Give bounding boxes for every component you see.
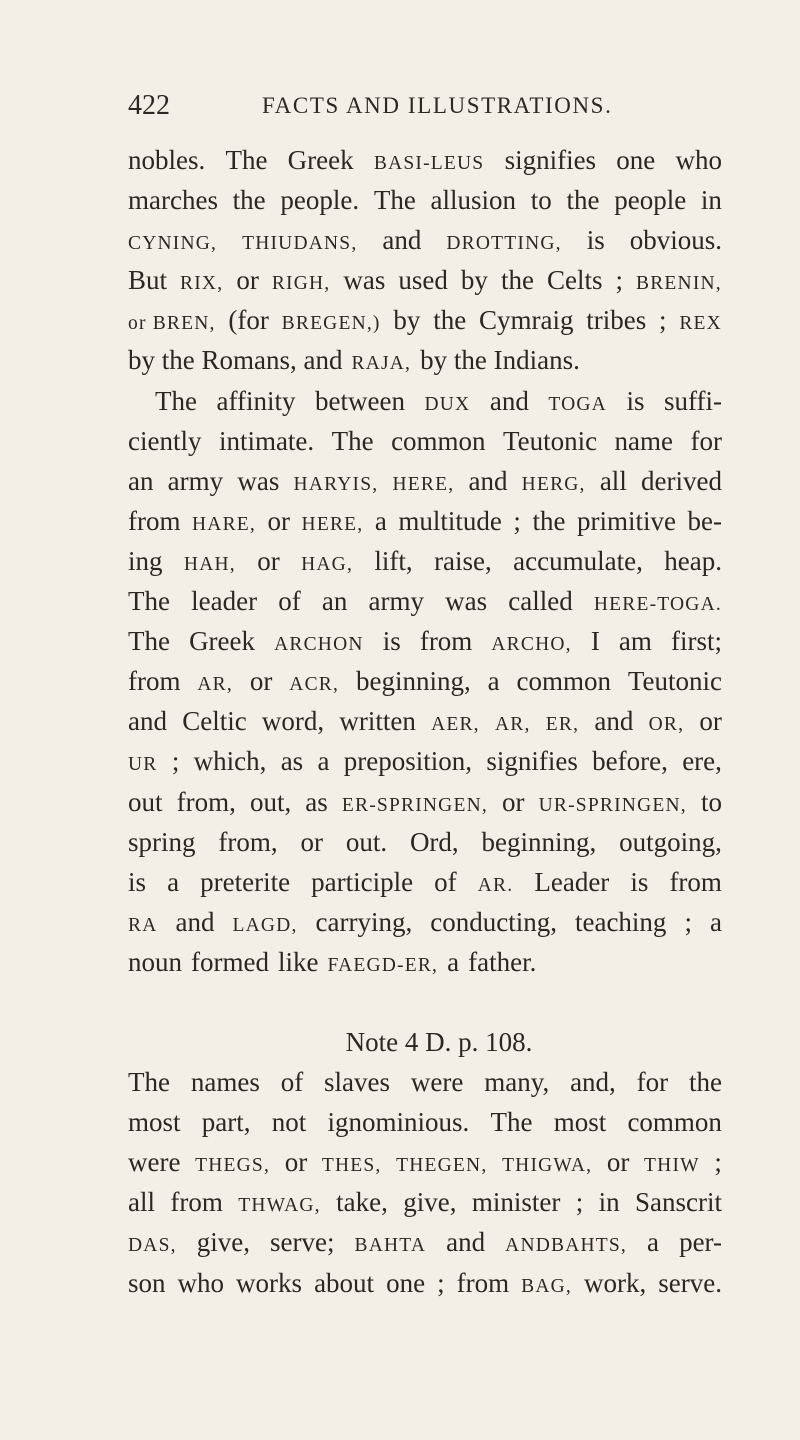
word: was (237, 465, 280, 496)
word: common (391, 425, 486, 456)
small-caps-term: RAJA, (351, 353, 412, 375)
word: name (614, 425, 674, 456)
word: from (128, 505, 181, 536)
word: son (128, 1267, 166, 1298)
word: called (508, 586, 573, 617)
small-caps-term: HERE-TOGA. (593, 594, 722, 616)
word: The (128, 586, 170, 617)
word: Ord, (409, 826, 459, 857)
word: tribes (586, 305, 647, 336)
word: noun (128, 946, 182, 977)
word: The (128, 626, 170, 657)
word: and (446, 1227, 486, 1258)
word: or (699, 706, 722, 737)
small-caps-term: DUX (424, 393, 471, 415)
word: is (630, 866, 649, 897)
word: army (167, 465, 224, 496)
word: suffi- (664, 385, 722, 416)
word: from (170, 1187, 223, 1218)
word: preposition, (343, 746, 473, 777)
word: marches (128, 185, 218, 216)
text-line (128, 942, 722, 982)
word: or (236, 265, 259, 296)
word: Celts (546, 265, 603, 296)
text-line (128, 501, 722, 541)
word: or (249, 666, 273, 697)
word: The (155, 385, 197, 416)
small-caps-term: THEGEN, (396, 1155, 488, 1177)
small-caps-term: BAG, (521, 1275, 572, 1297)
word: ; (575, 1187, 584, 1218)
word: in (598, 1187, 620, 1218)
word: ; (615, 265, 623, 296)
word: serve. (658, 1267, 722, 1298)
word: from (456, 1267, 510, 1298)
word: multitude (398, 505, 502, 536)
word: common (516, 666, 612, 697)
word: were (128, 1147, 181, 1178)
section-gap (128, 982, 722, 1022)
note-heading (128, 1022, 722, 1062)
word: or (257, 545, 280, 576)
small-caps-term: AER, (431, 714, 480, 736)
text-line (128, 1222, 722, 1262)
word: the (689, 1067, 722, 1098)
word: father. (468, 946, 537, 977)
text-line (128, 260, 722, 300)
word: raise, (434, 545, 492, 576)
word: part, (201, 1107, 251, 1138)
small-caps-term: UR-SPRINGEN, (538, 794, 687, 816)
small-caps-term: THIW (644, 1155, 700, 1177)
small-caps-term: ER, (545, 714, 580, 736)
word: most (128, 1107, 181, 1138)
word: out. (345, 826, 388, 857)
word: in (700, 185, 722, 216)
word: before, (592, 746, 668, 777)
word: am (618, 626, 652, 657)
word: was (343, 265, 386, 296)
text-line (128, 701, 722, 741)
word: But (128, 265, 168, 296)
small-caps-term: RA (128, 914, 158, 936)
word: for (636, 1067, 669, 1098)
word: is (586, 225, 605, 256)
word: and (175, 906, 215, 937)
word: between (315, 385, 405, 416)
word: a (317, 746, 330, 777)
word: about (314, 1267, 375, 1298)
word: Note 4 D. p. 108. (345, 1026, 533, 1057)
word: of (278, 586, 301, 617)
small-caps-term: FAEGD-ER, (327, 954, 439, 976)
word: ; (437, 1267, 445, 1298)
word: the (433, 305, 467, 336)
small-caps-term: THWAG, (238, 1195, 321, 1217)
word: ; (684, 906, 692, 937)
word: take, (336, 1187, 388, 1218)
word: from (669, 866, 722, 897)
word: a (447, 946, 460, 977)
word: army (368, 586, 424, 617)
text-line (128, 1062, 722, 1102)
text-line (128, 782, 722, 822)
word: is (128, 866, 147, 897)
word: The (225, 145, 268, 175)
running-head-title: FACTS AND ILLUSTRATIONS. (262, 93, 613, 118)
word: give, (196, 1227, 250, 1258)
small-caps-term: HARYIS, (293, 473, 379, 495)
word: the (500, 265, 534, 296)
small-caps-term: TOGA (548, 393, 607, 415)
word: and (128, 706, 167, 737)
word: outgoing, (619, 826, 722, 857)
word: word, (261, 706, 325, 737)
word: first; (670, 626, 722, 657)
word: participle (311, 866, 414, 897)
small-caps-term: RIX, (180, 273, 224, 295)
word: or (300, 826, 323, 857)
word: The (373, 185, 416, 216)
word: used (398, 265, 448, 296)
word: names (190, 1067, 260, 1098)
word: preterite (200, 866, 291, 897)
word: and (468, 465, 508, 496)
word: (for (228, 305, 269, 336)
word: signifies (504, 145, 597, 175)
word: to (700, 786, 722, 817)
small-caps-term: BASI-LEUS (373, 153, 485, 174)
word: lift, (374, 545, 413, 576)
word: as (280, 746, 304, 777)
word: by (393, 305, 421, 336)
word: Celtic (182, 706, 247, 737)
small-caps-term: DROTTING, (446, 233, 562, 255)
word: ciently (128, 425, 202, 456)
word: per- (679, 1227, 722, 1258)
text-line (128, 461, 722, 501)
text-line (128, 541, 722, 581)
word: affinity (216, 385, 296, 416)
word: is (626, 385, 645, 416)
text-line (128, 340, 722, 380)
small-caps-term: HERG, (521, 473, 586, 495)
text-line (128, 621, 722, 661)
word: by (460, 265, 488, 296)
text-line (128, 822, 722, 862)
word: for (690, 425, 722, 456)
word: written (339, 706, 416, 737)
word: the (566, 185, 600, 216)
word: ing (128, 545, 163, 576)
word: or (502, 786, 525, 817)
word: beginning, (355, 666, 471, 697)
word: intimate. (218, 425, 315, 456)
word: people (614, 185, 687, 216)
text-line (128, 1263, 722, 1303)
word: primitive (577, 505, 676, 536)
small-caps-term: HERE, (301, 513, 364, 535)
small-caps-term: UR (128, 754, 158, 776)
text-line (128, 1182, 722, 1222)
word: leader (191, 586, 258, 617)
text-line (128, 381, 722, 421)
small-caps-term: HERE, (392, 473, 455, 495)
small-caps-term: HAH, (183, 553, 236, 575)
small-caps-term: HAG, (301, 553, 354, 575)
text-line (128, 741, 722, 781)
text-line (128, 581, 722, 621)
word: who (177, 1267, 225, 1298)
word: people. (280, 185, 360, 216)
word: minister (471, 1187, 561, 1218)
word: not (271, 1107, 307, 1138)
small-caps-term: REX (679, 313, 722, 335)
word: and, (570, 1067, 616, 1098)
text-line (128, 140, 722, 180)
small-caps-term: BREGEN,) (281, 313, 381, 335)
text-line (128, 1142, 722, 1182)
word: from, (218, 826, 278, 857)
word: Greek (287, 145, 354, 175)
word: and (594, 706, 634, 737)
word: by the Romans, and (128, 345, 343, 376)
text-line (128, 421, 722, 461)
word: out, (249, 786, 292, 817)
word: a (167, 866, 180, 897)
word: a (709, 906, 722, 937)
text-line (128, 180, 722, 220)
word: or (606, 1147, 630, 1178)
word: from, (176, 786, 236, 817)
small-caps-term: ANDBAHTS, (505, 1235, 628, 1257)
body-text (128, 140, 722, 1303)
running-head (0, 86, 800, 126)
word: one (616, 145, 656, 175)
text-line (128, 300, 722, 340)
small-caps-term: DAS, (128, 1235, 177, 1257)
small-caps-term: RIGH, (271, 273, 331, 295)
small-caps-term: or BREN, (128, 313, 216, 335)
word: from (128, 666, 181, 697)
small-caps-term: ER-SPRINGEN, (341, 794, 488, 816)
text-line (128, 220, 722, 260)
small-caps-term: HARE, (192, 513, 256, 535)
word: of (434, 866, 457, 897)
word: and (489, 385, 529, 416)
word: many, (484, 1067, 550, 1098)
word: obvious. (629, 225, 722, 256)
word: or (267, 505, 291, 536)
word: teaching (574, 906, 667, 937)
word: were (410, 1067, 464, 1098)
word: common (627, 1107, 722, 1138)
word: most (553, 1107, 607, 1138)
small-caps-term: AR, (494, 714, 531, 736)
word: of (280, 1067, 304, 1098)
word: Teutonic (503, 425, 598, 456)
word: from (419, 626, 473, 657)
word: ; (513, 505, 521, 536)
small-caps-term: THEGS, (195, 1155, 271, 1177)
word: spring (128, 826, 196, 857)
small-caps-term: BRENIN, (636, 273, 722, 295)
word: an (128, 465, 154, 496)
page-number: 422 (128, 90, 170, 121)
text-line (128, 902, 722, 942)
word: or (284, 1147, 308, 1178)
word: give, (403, 1187, 457, 1218)
small-caps-term: CYNING, (128, 233, 218, 255)
word: the (532, 505, 566, 536)
word: out (128, 786, 163, 817)
word: Sanscrit (634, 1187, 722, 1218)
word: slaves (324, 1067, 391, 1098)
word: ; (714, 1147, 722, 1178)
word: ere, (682, 746, 722, 777)
word: conducting, (430, 906, 557, 937)
word: heap. (664, 545, 722, 576)
word: by the Indians. (420, 345, 580, 376)
word: serve; (270, 1227, 335, 1258)
word: be- (687, 505, 722, 536)
small-caps-term: THIUDANS, (242, 233, 358, 255)
word: I (590, 626, 600, 657)
word: formed (191, 946, 269, 977)
word: one (386, 1267, 426, 1298)
word: ; (171, 746, 180, 777)
word: who (675, 145, 722, 175)
word: like (277, 946, 319, 977)
word: as (305, 786, 328, 817)
small-caps-term: ARCHO, (491, 634, 572, 656)
word: works (236, 1267, 303, 1298)
word: all (128, 1187, 155, 1218)
word: beginning, (481, 826, 597, 857)
word: and (382, 225, 422, 256)
small-caps-term: OR, (648, 714, 685, 736)
word: The (331, 425, 374, 456)
word: signifies (486, 746, 578, 777)
word: Leader (534, 866, 610, 897)
word: is (382, 626, 401, 657)
word: a (487, 666, 500, 697)
word: The (490, 1107, 533, 1138)
word: work, (583, 1267, 647, 1298)
word: a (374, 505, 387, 536)
word: accumulate, (513, 545, 643, 576)
word: Teutonic (627, 666, 722, 697)
text-line (128, 862, 722, 902)
word: Greek (189, 626, 256, 657)
word: which, (193, 746, 267, 777)
word: allusion (430, 185, 517, 216)
small-caps-term: THES, (321, 1155, 382, 1177)
small-caps-term: AR, (197, 674, 233, 696)
text-line (128, 661, 722, 701)
word: derived (641, 465, 722, 496)
word: carrying, (315, 906, 413, 937)
word: to (530, 185, 552, 216)
word: Cymraig (478, 305, 574, 336)
small-caps-term: THIGWA, (502, 1155, 593, 1177)
small-caps-term: ARCHON (274, 634, 364, 656)
word: The (128, 1067, 170, 1098)
small-caps-term: LAGD, (232, 914, 298, 936)
word: nobles. (128, 145, 206, 175)
word: the (232, 185, 266, 216)
small-caps-term: AR. (477, 874, 514, 896)
word: was (445, 586, 488, 617)
word: a (647, 1227, 660, 1258)
word: all (599, 465, 627, 496)
text-line (128, 1102, 722, 1142)
word: ignominious. (327, 1107, 470, 1138)
word: an (321, 586, 348, 617)
word: ; (659, 305, 667, 336)
small-caps-term: BAHTA (354, 1235, 427, 1257)
small-caps-term: ACR, (289, 674, 340, 696)
